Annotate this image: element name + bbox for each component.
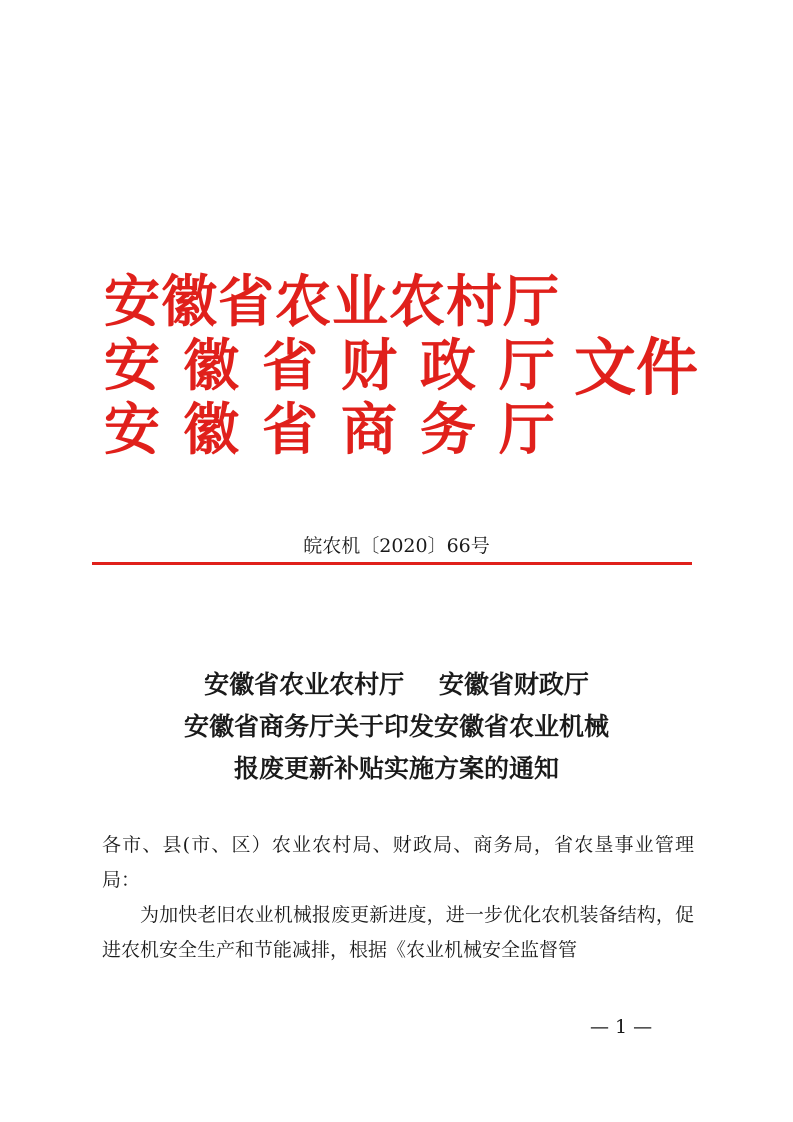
issuer-agriculture-department: 安徽省农业农村厅 <box>104 269 560 335</box>
title-line-2: 安徽省商务厅关于印发安徽省农业机械 <box>183 712 609 741</box>
salutation: 各市、县(市、区）农业农村局、财政局、商务局，省农垦事业管理局： <box>102 834 694 891</box>
title-line-1: 安徽省农业农村厅 安徽省财政厅 <box>204 670 589 699</box>
title-line-3: 报废更新补贴实施方案的通知 <box>233 754 559 783</box>
issuer-commerce-department: 安徽省商务厅 <box>104 397 578 463</box>
page-number: — 1 — <box>590 1016 653 1038</box>
red-separator-line <box>92 562 692 565</box>
red-masthead <box>104 270 704 470</box>
masthead-document-label: 文件 <box>574 331 699 404</box>
document-body <box>102 828 694 968</box>
document-title <box>0 664 793 790</box>
body-paragraph: 为加快老旧农业机械报废更新进度，进一步优化农机装备结构，促进农机安全生产和节能减排，根据《农业机械安全监督管 <box>102 904 694 961</box>
issuer-finance-department: 安徽省财政厅 <box>104 333 578 399</box>
document-number: 皖农机〔2020〕66号 <box>303 535 490 557</box>
